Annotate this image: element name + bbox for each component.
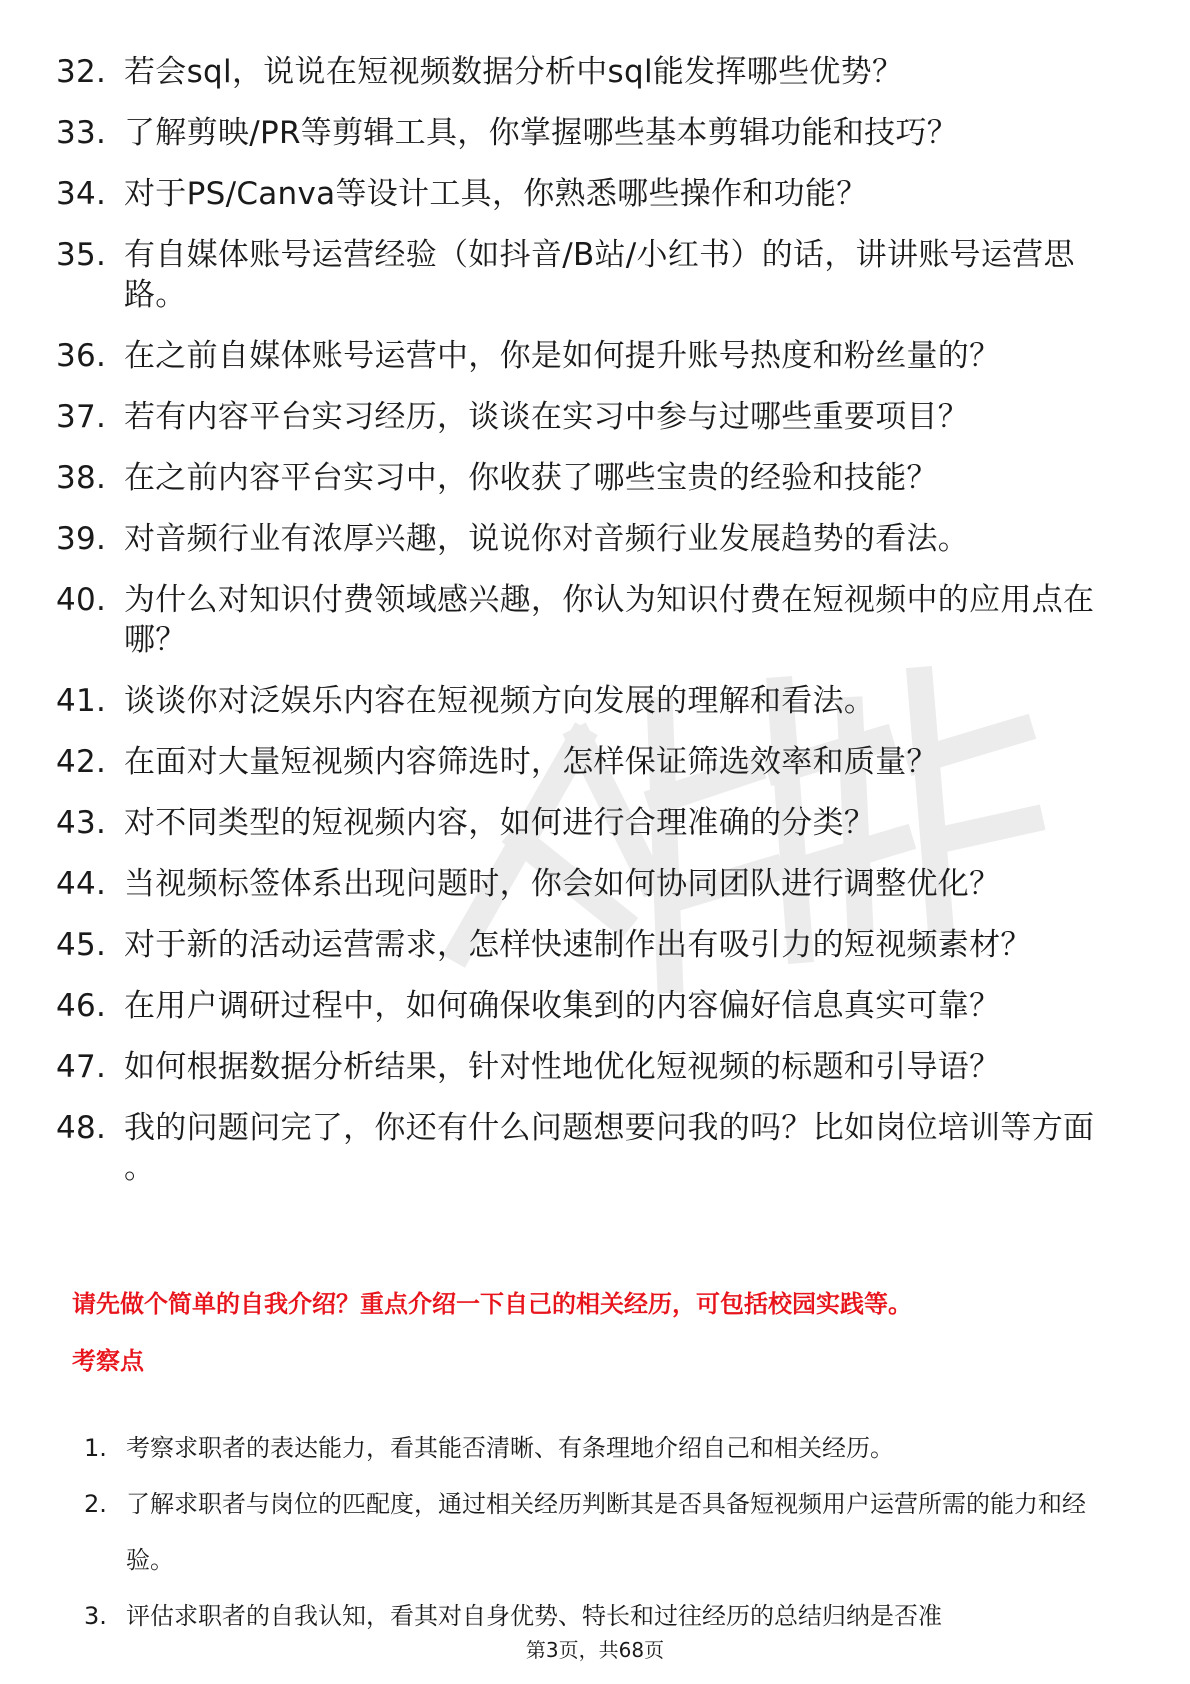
question-item (56, 1047, 1126, 1087)
question-text: 对音频行业有浓厚兴趣，说说你对音频行业发展趋势的看法。 (124, 521, 970, 557)
assessment-point (84, 1476, 1124, 1588)
question-item (56, 864, 1126, 904)
question-number: 38. (56, 460, 107, 496)
question-text: 有自媒体账号运营经验（如抖音/B站/小红书）的话，讲讲账号运营思路。 (124, 237, 1075, 313)
question-text: 对于PS/Canva等设计工具，你熟悉哪些操作和功能？ (124, 176, 868, 212)
point-number: 2. (84, 1490, 107, 1518)
question-text: 谈谈你对泛娱乐内容在短视频方向发展的理解和看法。 (124, 683, 876, 719)
question-number: 37. (56, 399, 107, 435)
question-item (56, 925, 1126, 965)
question-item (56, 235, 1126, 315)
question-item (56, 397, 1126, 437)
question-item (56, 986, 1126, 1026)
assessment-points-list (84, 1420, 1124, 1644)
question-item (56, 580, 1126, 660)
question-number: 48. (56, 1110, 107, 1146)
question-number: 42. (56, 744, 107, 780)
assessment-points-heading: 考察点 (72, 1347, 144, 1375)
point-text: 评估求职者的自我认知，看其对自身优势、特长和过往经历的总结归纳是否准 (126, 1602, 942, 1630)
question-text: 若有内容平台实习经历，谈谈在实习中参与过哪些重要项目？ (124, 399, 970, 435)
question-number: 40. (56, 582, 107, 618)
question-text: 在之前自媒体账号运营中，你是如何提升账号热度和粉丝量的？ (124, 338, 1001, 374)
question-number: 47. (56, 1049, 107, 1085)
question-text: 在用户调研过程中，如何确保收集到的内容偏好信息真实可靠？ (124, 988, 1001, 1024)
question-number: 34. (56, 176, 107, 212)
assessment-point (84, 1420, 1124, 1476)
question-text: 若会sql，说说在短视频数据分析中sql能发挥哪些优势？ (124, 54, 904, 90)
question-number: 33. (56, 115, 107, 151)
point-number: 1. (84, 1434, 107, 1462)
question-text: 为什么对知识付费领域感兴趣，你认为知识付费在短视频中的应用点在哪？ (124, 582, 1095, 658)
question-number: 32. (56, 54, 107, 90)
question-number: 36. (56, 338, 107, 374)
question-text: 我的问题问完了，你还有什么问题想要问我的吗？比如岗位培训等方面 。 (124, 1110, 1095, 1186)
question-item (56, 803, 1126, 843)
question-item (56, 336, 1126, 376)
question-text: 如何根据数据分析结果，针对性地优化短视频的标题和引导语？ (124, 1049, 1001, 1085)
question-text: 对不同类型的短视频内容，如何进行合理准确的分类？ (124, 805, 876, 841)
page-footer: 第3页，共68页 (525, 1638, 665, 1662)
question-list (56, 52, 1126, 1209)
point-number: 3. (84, 1602, 107, 1630)
question-number: 46. (56, 988, 107, 1024)
question-item (56, 1108, 1126, 1188)
question-item (56, 458, 1126, 498)
question-item (56, 742, 1126, 782)
question-number: 41. (56, 683, 107, 719)
question-text: 了解剪映/PR等剪辑工具，你掌握哪些基本剪辑功能和技巧？ (124, 115, 959, 151)
question-item (56, 113, 1126, 153)
question-text: 在面对大量短视频内容筛选时，怎样保证筛选效率和质量？ (124, 744, 938, 780)
question-number: 43. (56, 805, 107, 841)
question-item (56, 174, 1126, 214)
question-number: 44. (56, 866, 107, 902)
point-text: 了解求职者与岗位的匹配度，通过相关经历判断其是否具备短视频用户运营所需的能力和经验。 (126, 1490, 1086, 1574)
question-item (56, 52, 1126, 92)
question-item (56, 519, 1126, 559)
question-text: 在之前内容平台实习中，你收获了哪些宝贵的经验和技能？ (124, 460, 938, 496)
question-number: 35. (56, 237, 107, 273)
question-number: 45. (56, 927, 107, 963)
question-number: 39. (56, 521, 107, 557)
question-text: 对于新的活动运营需求，怎样快速制作出有吸引力的短视频素材？ (124, 927, 1032, 963)
point-text: 考察求职者的表达能力，看其能否清晰、有条理地介绍自己和相关经历。 (126, 1434, 894, 1462)
question-item (56, 681, 1126, 721)
section-heading: 请先做个简单的自我介绍？重点介绍一下自己的相关经历，可包括校园实践等。 (72, 1290, 912, 1318)
question-text: 当视频标签体系出现问题时，你会如何协同团队进行调整优化？ (124, 866, 1001, 902)
